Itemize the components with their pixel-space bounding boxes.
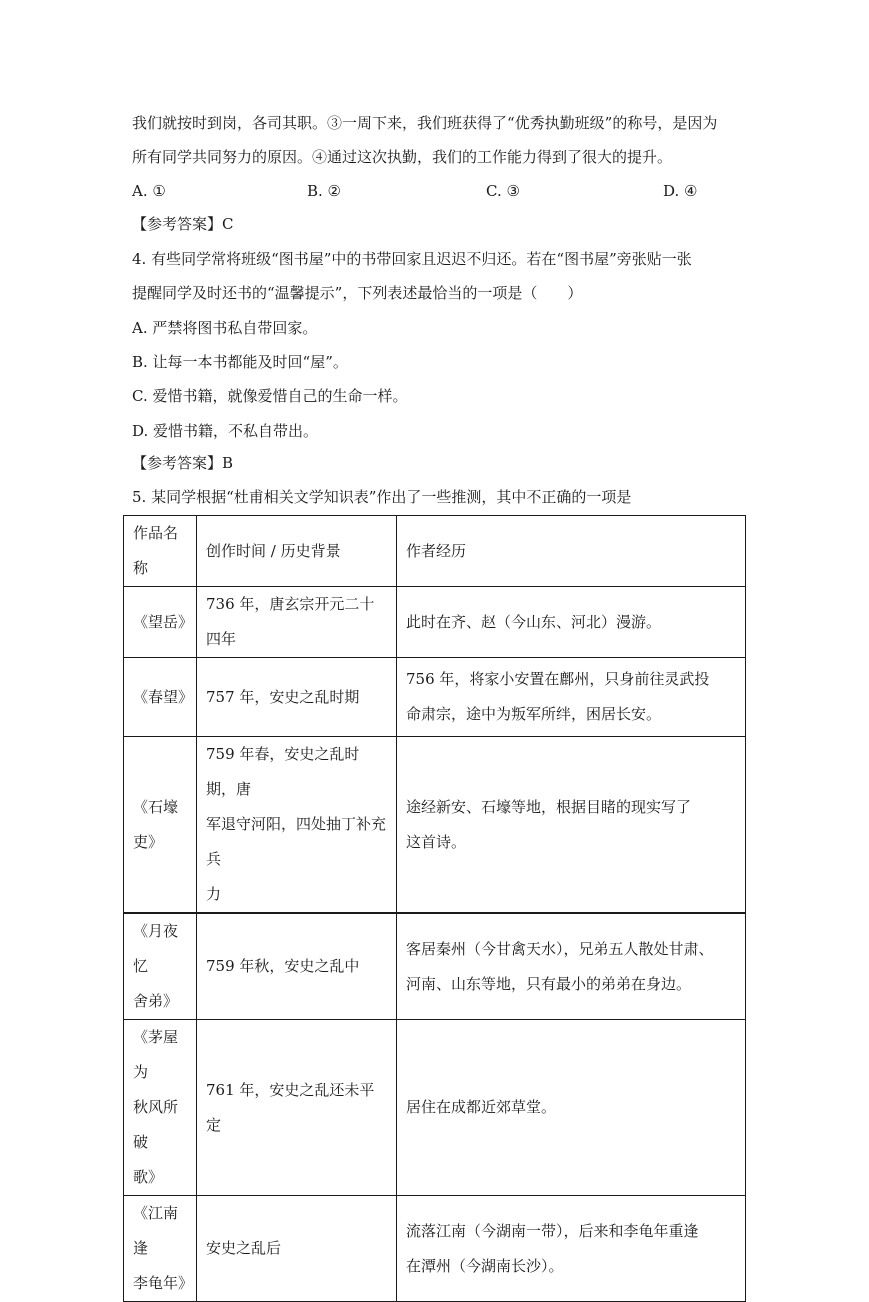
cell-line: 歌》 bbox=[133, 1168, 164, 1186]
table-row bbox=[124, 913, 746, 1020]
cell-line: 此时在齐、赵（今山东、河北）漫游。 bbox=[406, 612, 662, 631]
cell-work bbox=[124, 1196, 197, 1302]
q3-option-b[interactable]: B. ② bbox=[307, 182, 342, 200]
cell-line: 途经新安、石壕等地，根据目睹的现实写了 bbox=[406, 797, 692, 816]
q4-answer: 【参考答案】B bbox=[132, 454, 234, 472]
cell-time bbox=[197, 913, 397, 1020]
cell-line: 757 年，安史之乱时期 bbox=[206, 687, 360, 706]
cell-line: 李龟年》 bbox=[133, 1274, 194, 1292]
cell-line: 安史之乱后 bbox=[206, 1239, 282, 1257]
cell-time bbox=[197, 587, 397, 658]
cell-line: 舍弟》 bbox=[133, 992, 179, 1010]
table-row bbox=[124, 737, 746, 914]
q3-option-d[interactable]: D. ④ bbox=[663, 182, 698, 200]
cell-time bbox=[197, 1196, 397, 1302]
q4-option-b[interactable]: B. 让每一本书都能及时回“屋”。 bbox=[132, 353, 348, 371]
table-row bbox=[124, 1196, 746, 1302]
cell-experience bbox=[397, 658, 746, 737]
cell-work bbox=[124, 658, 197, 737]
q4-option-a[interactable]: A. 严禁将图书私自带回家。 bbox=[132, 319, 318, 337]
table-row bbox=[124, 658, 746, 737]
cell-experience bbox=[397, 587, 746, 658]
dufu-knowledge-table bbox=[123, 515, 746, 1302]
q5-stem: 5. 某同学根据“杜甫相关文学知识表”作出了一些推测，其中不正确的一项是 bbox=[132, 488, 632, 506]
cell-experience bbox=[397, 737, 746, 914]
cell-experience bbox=[397, 913, 746, 1020]
cell-line: 759 年春，安史之乱时期，唐 bbox=[206, 745, 360, 798]
cell-line: 《月夜忆 bbox=[133, 922, 179, 975]
cell-line: 秋风所破 bbox=[133, 1098, 179, 1151]
cell-line: 《春望》 bbox=[133, 687, 194, 706]
cell-line: 《江南逢 bbox=[133, 1204, 179, 1257]
paragraph-line-2: 所有同学共同努力的原因。④通过这次执勤，我们的工作能力得到了很大的提升。 bbox=[132, 148, 673, 166]
cell-line: 736 年，唐玄宗开元二十四年 bbox=[206, 595, 375, 648]
q4-option-c[interactable]: C. 爱惜书籍，就像爱惜自己的生命一样。 bbox=[132, 387, 408, 405]
table-row bbox=[124, 587, 746, 658]
cell-line: 居住在成都近郊草堂。 bbox=[406, 1098, 557, 1116]
q4-stem-line-1: 4. 有些同学常将班级“图书屋”中的书带回家且迟迟不归还。若在“图书屋”旁张贴一张 bbox=[132, 250, 692, 268]
q3-option-a[interactable]: A. ① bbox=[132, 182, 166, 200]
q4-option-d[interactable]: D. 爱惜书籍，不私自带出。 bbox=[132, 422, 319, 440]
cell-line: 759 年秋，安史之乱中 bbox=[206, 957, 360, 975]
cell-line: 《望岳》 bbox=[133, 612, 194, 631]
cell-line: 河南、山东等地，只有最小的弟弟在身边。 bbox=[406, 974, 692, 993]
cell-line: 命肃宗，途中为叛军所绊，困居长安。 bbox=[406, 705, 662, 723]
header-work: 作品名称 bbox=[124, 516, 197, 587]
q4-stem-line-2: 提醒同学及时还书的“温馨提示”，下列表述最恰当的一项是（ ） bbox=[132, 284, 583, 302]
header-time: 创作时间 / 历史背景 bbox=[197, 516, 397, 587]
cell-time bbox=[197, 1020, 397, 1196]
cell-work bbox=[124, 737, 197, 914]
header-experience: 作者经历 bbox=[397, 516, 746, 587]
table-header-row bbox=[124, 516, 746, 587]
cell-experience bbox=[397, 1020, 746, 1196]
cell-line: 军退守河阳，四处抽丁补充兵 bbox=[206, 815, 387, 868]
table-row bbox=[124, 1020, 746, 1196]
cell-line: 流落江南（今湖南一带），后来和李龟年重逢 bbox=[406, 1221, 699, 1240]
cell-time bbox=[197, 658, 397, 737]
cell-work bbox=[124, 587, 197, 658]
cell-time bbox=[197, 737, 397, 914]
cell-line: 客居秦州（今甘禽天水），兄弟五人散处甘肃、 bbox=[406, 939, 714, 958]
cell-line: 力 bbox=[206, 885, 222, 903]
q3-answer: 【参考答案】C bbox=[132, 215, 234, 233]
cell-work bbox=[124, 913, 197, 1020]
paragraph-line-1: 我们就按时到岗，各司其职。③一周下来，我们班获得了“优秀执勤班级”的称号，是因为 bbox=[132, 114, 718, 132]
cell-line: 761 年，安史之乱还未平定 bbox=[206, 1080, 375, 1134]
cell-experience bbox=[397, 1196, 746, 1302]
cell-line: 在潭州（今湖南长沙）。 bbox=[406, 1256, 564, 1275]
cell-line: 《茅屋为 bbox=[133, 1028, 179, 1081]
cell-line: 《石壕吏》 bbox=[133, 797, 179, 851]
q3-option-c[interactable]: C. ③ bbox=[486, 182, 520, 200]
cell-line: 756 年，将家小安置在鄜州，只身前往灵武投 bbox=[406, 670, 710, 688]
cell-line: 这首诗。 bbox=[406, 832, 467, 851]
cell-work bbox=[124, 1020, 197, 1196]
